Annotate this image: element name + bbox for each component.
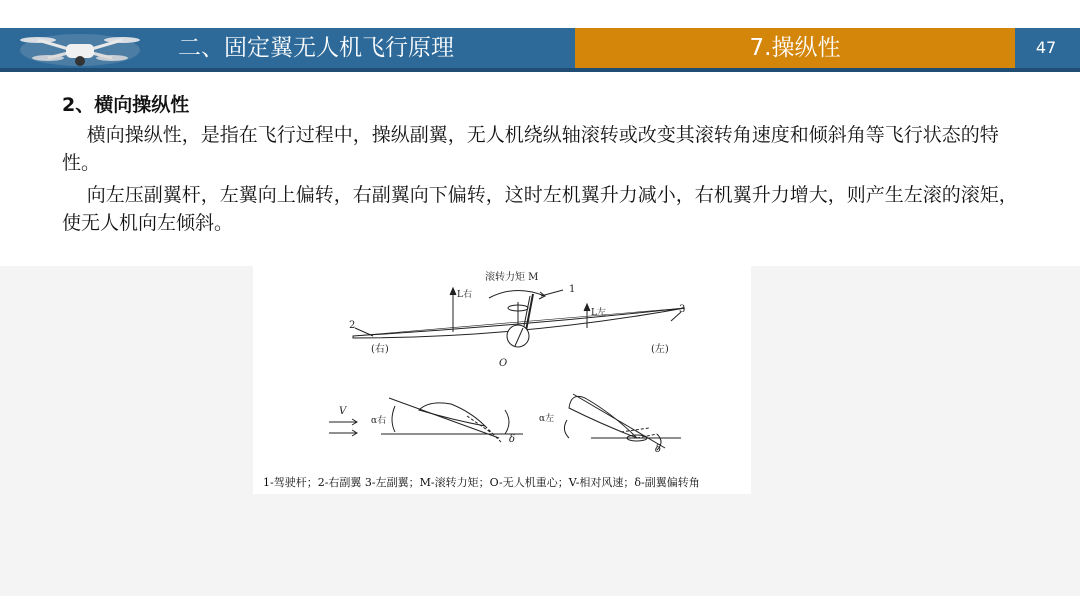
airfoil-right bbox=[419, 403, 485, 426]
right-side-label: (右) bbox=[371, 344, 389, 355]
lift-left-arrowhead bbox=[584, 304, 590, 311]
header-underline bbox=[0, 68, 1080, 72]
delta-label-1: δ bbox=[509, 434, 516, 445]
aileron-roll-figure bbox=[253, 266, 751, 494]
delta-arc-1 bbox=[505, 410, 509, 434]
aileron-down-dashed bbox=[467, 416, 501, 442]
moment-label: 滚转力矩 M bbox=[485, 272, 539, 283]
label-3: 3 bbox=[679, 304, 686, 315]
moment-arrow bbox=[489, 290, 545, 298]
alpha-right-label: α右 bbox=[371, 416, 387, 426]
fuselage-circle bbox=[507, 325, 529, 347]
paragraph-explanation: 向左压副翼杆，左翼向上偏转，右副翼向下偏转，这时左机翼升力减小，右机翼升力增大，则产生左滚的滚矩，使无人机向左倾斜。 bbox=[62, 184, 1018, 234]
delta-label-2: δ bbox=[655, 444, 662, 455]
bottom-strip bbox=[0, 596, 1080, 608]
airfoil-left bbox=[569, 396, 637, 438]
left-side-label: (左) bbox=[651, 344, 669, 355]
lift-left-label: L左 bbox=[591, 308, 606, 318]
figure-caption: 1-驾驶杆；2-右副翼 3-左副翼；M-滚转力矩；O-无人机重心；V-相对风速；δ-副翼偏转角 bbox=[263, 476, 700, 489]
origin-label: O bbox=[499, 358, 508, 369]
chord-line-right bbox=[389, 398, 499, 438]
section-heading: 2、横向操纵性 bbox=[62, 94, 190, 116]
section-title: 7.操纵性 bbox=[575, 28, 1015, 68]
alpha-right-arc bbox=[392, 406, 395, 432]
content-area bbox=[62, 91, 1022, 241]
paragraph-definition: 横向操纵性，是指在飞行过程中，操纵副翼，无人机绕纵轴滚转或改变其滚转角速度和倾斜角等飞行状态的特性。 bbox=[62, 124, 999, 174]
alpha-left-arc bbox=[564, 420, 569, 438]
stick-leader-line bbox=[541, 290, 563, 296]
label-2: 2 bbox=[349, 320, 356, 331]
aileron-diagram bbox=[253, 266, 751, 494]
alpha-left-label: α左 bbox=[539, 414, 555, 424]
label-1: 1 bbox=[569, 284, 576, 295]
lift-right-label: L右 bbox=[457, 290, 472, 300]
lift-right-arrowhead bbox=[450, 288, 456, 295]
header-title: 二、固定翼无人机飞行原理 bbox=[178, 35, 454, 61]
drone-logo-icon bbox=[10, 28, 150, 72]
v-label: V bbox=[339, 406, 347, 417]
page-number: 47 bbox=[1035, 38, 1057, 57]
label-3-leader bbox=[671, 312, 681, 321]
